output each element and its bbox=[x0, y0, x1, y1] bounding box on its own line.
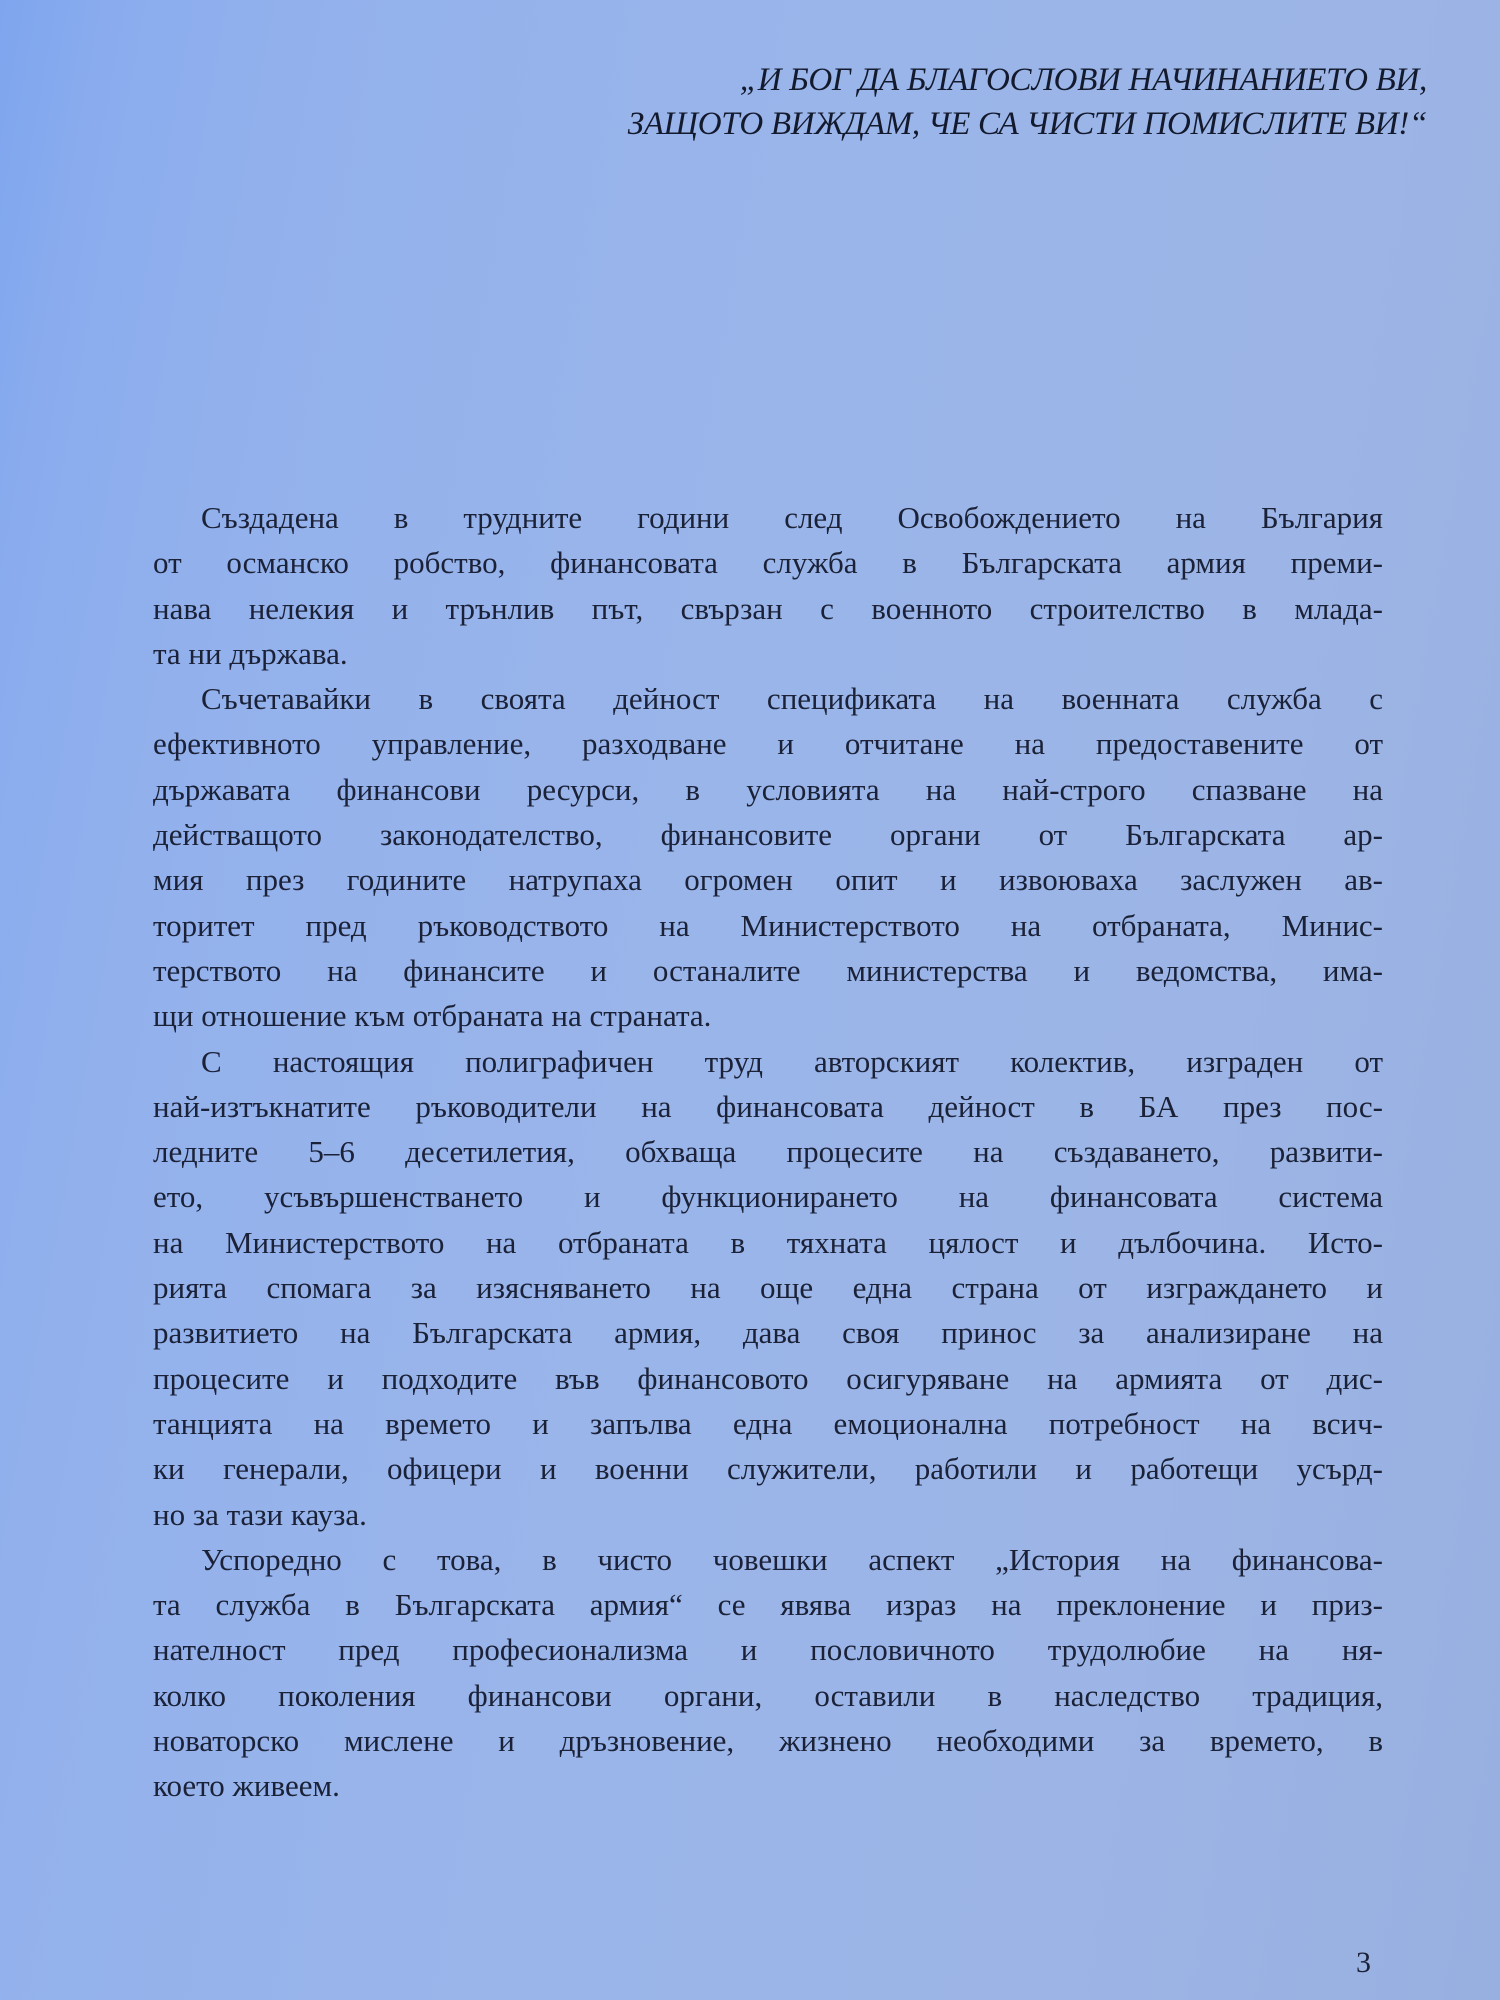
paragraph-2-line: терството на финансите и останалите министерства и ведомства, има- bbox=[153, 952, 1383, 988]
paragraph-1-line: Създадена в трудните години след Освобождението на България bbox=[201, 500, 1383, 535]
paragraph-3-line: танцията на времето и запълва една емоционална потребност на всич- bbox=[153, 1405, 1383, 1441]
paragraph-1-line: та ни държава. bbox=[153, 635, 348, 671]
paragraph-3-line: развитието на Българската армия, дава своя принос за анализиране на bbox=[153, 1315, 1383, 1351]
paragraph-3-line: на Министерството на отбраната в тяхната цялост и дълбочина. Исто- bbox=[153, 1224, 1383, 1260]
paragraph-2-line: щи отношение към отбраната на страната. bbox=[153, 998, 712, 1034]
paragraph-4-line: та служба в Българската армия“ се явява израз на преклонение и приз- bbox=[153, 1587, 1383, 1623]
paragraph-1-line: от османско робство, финансовата служба в Българската армия преми- bbox=[153, 545, 1383, 581]
paragraph-3-line: ледните 5–6 десетилетия, обхваща процесите на създаването, развити- bbox=[153, 1134, 1383, 1170]
paragraph-4-line: колко поколения финансови органи, оставили в наследство традиция, bbox=[153, 1677, 1383, 1713]
paragraph-1-line: нава нелекия и трънлив път, свързан с военното строителство в млада- bbox=[153, 590, 1383, 626]
paragraph-4-line: което живеем. bbox=[153, 1768, 340, 1804]
paragraph-3-line: ки генерали, офицери и военни служители, работили и работещи усърд- bbox=[153, 1451, 1383, 1487]
paragraph-4-line: Успоредно с това, в чисто човешки аспект „История на финансова- bbox=[201, 1541, 1383, 1577]
paragraph-3-line: рията спомага за изясняването на още една страна от изграждането и bbox=[153, 1270, 1383, 1306]
body-text bbox=[153, 495, 1383, 1809]
paragraph-2-line: действащото законодателство, финансовите органи от Българската ар- bbox=[153, 817, 1383, 853]
paragraph-3-line: но за тази кауза. bbox=[153, 1496, 367, 1532]
paragraph-3-line: най-изтъкнатите ръководители на финансовата дейност в БА през пос- bbox=[153, 1088, 1383, 1124]
paragraph-2-line: мия през годините натрупаха огромен опит и извоюваха заслужен ав- bbox=[153, 862, 1383, 898]
page-number: 3 bbox=[1356, 1946, 1371, 1979]
paragraph-2-line: торитет пред ръководството на Министерството на отбраната, Минис- bbox=[153, 907, 1383, 943]
paragraph-2-line: държавата финансови ресурси, в условията на най-строго спазване на bbox=[153, 771, 1383, 807]
epigraph-line: ЗАЩОТО ВИЖДАМ, ЧЕ СА ЧИСТИ ПОМИСЛИТЕ ВИ!“ bbox=[627, 106, 1427, 142]
paragraph-3-line: С настоящия полиграфичен труд авторският колектив, изграден от bbox=[201, 1043, 1383, 1079]
paragraph-2-line: ефективното управление, разходване и отчитане на предоставените от bbox=[153, 726, 1383, 762]
paragraph-4-line: новаторско мислене и дръзновение, жизнено необходими за времето, в bbox=[153, 1723, 1383, 1759]
paragraph-2-line: Съчетавайки в своята дейност спецификата на военната служба с bbox=[201, 681, 1383, 717]
paragraph-3-line: ето, усъвършенстването и функционирането на финансовата система bbox=[153, 1179, 1383, 1215]
paragraph-3-line: процесите и подходите във финансовото осигуряване на армията от дис- bbox=[153, 1360, 1383, 1396]
paragraph-4-line: нателност пред професионализма и пословичното трудолюбие на ня- bbox=[153, 1632, 1383, 1668]
epigraph bbox=[527, 58, 1427, 146]
epigraph-line: „И БОГ ДА БЛАГОСЛОВИ НАЧИНАНИЕТО ВИ, bbox=[739, 62, 1427, 98]
